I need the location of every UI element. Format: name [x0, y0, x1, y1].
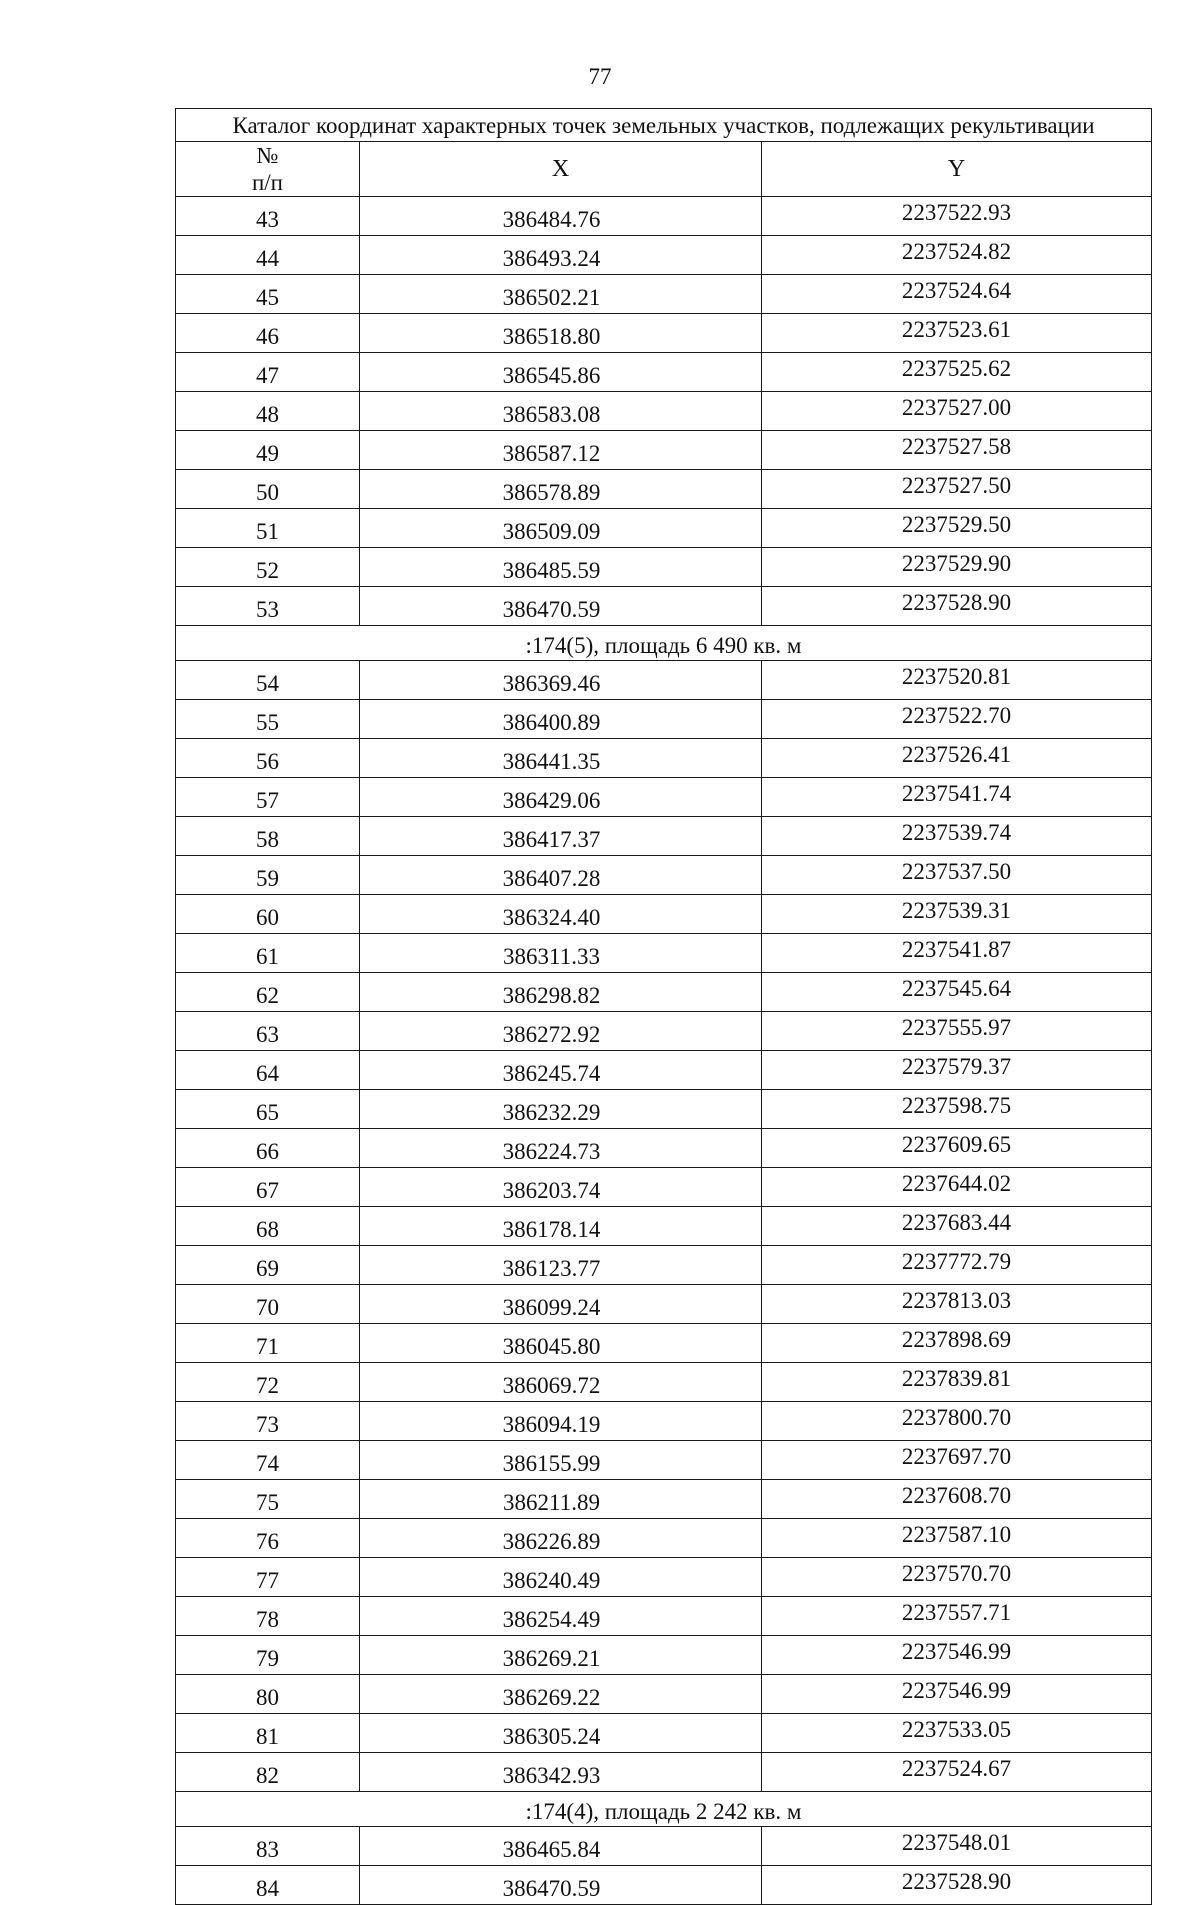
table-row — [176, 934, 1152, 973]
x-coordinate-cell: 386311.33 — [360, 934, 762, 973]
point-number-cell: 60 — [176, 895, 360, 934]
table-title: Каталог координат характерных точек земельных участков, подлежащих рекультивации — [176, 109, 1152, 142]
x-coordinate-cell: 386470.59 — [360, 1866, 762, 1905]
x-coordinate-cell: 386583.08 — [360, 392, 762, 431]
table-row — [176, 1324, 1152, 1363]
point-number-cell: 59 — [176, 856, 360, 895]
y-coordinate-cell: 2237800.70 — [762, 1402, 1152, 1441]
y-coordinate-cell: 2237520.81 — [762, 661, 1152, 700]
x-coordinate-cell: 386342.93 — [360, 1753, 762, 1792]
point-number-cell: 62 — [176, 973, 360, 1012]
x-coordinate-cell: 386272.92 — [360, 1012, 762, 1051]
section-caption: :174(4), площадь 2 242 кв. м — [176, 1792, 1152, 1827]
table-row — [176, 353, 1152, 392]
point-number-cell: 52 — [176, 548, 360, 587]
table-row — [176, 1441, 1152, 1480]
point-number-cell: 72 — [176, 1363, 360, 1402]
y-coordinate-cell: 2237527.00 — [762, 392, 1152, 431]
y-coordinate-cell: 2237598.75 — [762, 1090, 1152, 1129]
y-coordinate-cell: 2237524.67 — [762, 1753, 1152, 1792]
table-row — [176, 1012, 1152, 1051]
x-coordinate-cell: 386240.49 — [360, 1558, 762, 1597]
table-row — [176, 470, 1152, 509]
table-row — [176, 661, 1152, 700]
point-number-cell: 76 — [176, 1519, 360, 1558]
table-row — [176, 431, 1152, 470]
table-row — [176, 587, 1152, 626]
y-coordinate-cell: 2237608.70 — [762, 1480, 1152, 1519]
y-coordinate-cell: 2237539.74 — [762, 817, 1152, 856]
point-number-cell: 69 — [176, 1246, 360, 1285]
section-caption: :174(5), площадь 6 490 кв. м — [176, 626, 1152, 661]
table-row — [176, 1168, 1152, 1207]
x-coordinate-cell: 386269.21 — [360, 1636, 762, 1675]
table-row — [176, 1866, 1152, 1905]
table-row — [176, 392, 1152, 431]
point-number-cell: 80 — [176, 1675, 360, 1714]
x-coordinate-cell: 386484.76 — [360, 197, 762, 236]
point-number-cell: 47 — [176, 353, 360, 392]
x-coordinate-cell: 386587.12 — [360, 431, 762, 470]
x-coordinate-cell: 386045.80 — [360, 1324, 762, 1363]
table-row — [176, 1363, 1152, 1402]
y-coordinate-cell: 2237524.82 — [762, 236, 1152, 275]
y-coordinate-cell: 2237522.93 — [762, 197, 1152, 236]
point-number-cell: 75 — [176, 1480, 360, 1519]
x-coordinate-cell: 386099.24 — [360, 1285, 762, 1324]
y-coordinate-cell: 2237548.01 — [762, 1827, 1152, 1866]
table-row — [176, 817, 1152, 856]
y-coordinate-cell: 2237524.64 — [762, 275, 1152, 314]
y-coordinate-cell: 2237570.70 — [762, 1558, 1152, 1597]
x-coordinate-cell: 386298.82 — [360, 973, 762, 1012]
column-header-number-symbol: № — [256, 143, 279, 168]
x-coordinate-cell: 386094.19 — [360, 1402, 762, 1441]
y-coordinate-cell: 2237533.05 — [762, 1714, 1152, 1753]
table-row — [176, 1714, 1152, 1753]
point-number-cell: 66 — [176, 1129, 360, 1168]
table-row — [176, 856, 1152, 895]
x-coordinate-cell: 386224.73 — [360, 1129, 762, 1168]
y-coordinate-cell: 2237528.90 — [762, 587, 1152, 626]
y-coordinate-cell: 2237898.69 — [762, 1324, 1152, 1363]
table-row — [176, 1753, 1152, 1792]
y-coordinate-cell: 2237813.03 — [762, 1285, 1152, 1324]
x-coordinate-cell: 386470.59 — [360, 587, 762, 626]
y-coordinate-cell: 2237772.79 — [762, 1246, 1152, 1285]
table-row — [176, 1597, 1152, 1636]
table-row — [176, 1519, 1152, 1558]
y-coordinate-cell: 2237557.71 — [762, 1597, 1152, 1636]
x-coordinate-cell: 386226.89 — [360, 1519, 762, 1558]
point-number-cell: 64 — [176, 1051, 360, 1090]
y-coordinate-cell: 2237541.74 — [762, 778, 1152, 817]
section-caption-row — [176, 1792, 1152, 1827]
point-number-cell: 56 — [176, 739, 360, 778]
x-coordinate-cell: 386578.89 — [360, 470, 762, 509]
point-number-cell: 48 — [176, 392, 360, 431]
y-coordinate-cell: 2237697.70 — [762, 1441, 1152, 1480]
table-row — [176, 548, 1152, 587]
table-header-row — [176, 142, 1152, 197]
y-coordinate-cell: 2237546.99 — [762, 1675, 1152, 1714]
x-coordinate-cell: 386465.84 — [360, 1827, 762, 1866]
table-row — [176, 275, 1152, 314]
y-coordinate-cell: 2237529.90 — [762, 548, 1152, 587]
point-number-cell: 44 — [176, 236, 360, 275]
point-number-cell: 57 — [176, 778, 360, 817]
table-row — [176, 1402, 1152, 1441]
x-coordinate-cell: 386369.46 — [360, 661, 762, 700]
point-number-cell: 49 — [176, 431, 360, 470]
point-number-cell: 78 — [176, 1597, 360, 1636]
y-coordinate-cell: 2237541.87 — [762, 934, 1152, 973]
page-number: 77 — [588, 64, 612, 89]
point-number-cell: 51 — [176, 509, 360, 548]
x-coordinate-cell: 386417.37 — [360, 817, 762, 856]
column-header-number-abbrev: п/п — [251, 170, 283, 195]
point-number-cell: 65 — [176, 1090, 360, 1129]
y-coordinate-cell: 2237609.65 — [762, 1129, 1152, 1168]
y-coordinate-cell: 2237525.62 — [762, 353, 1152, 392]
y-coordinate-cell: 2237555.97 — [762, 1012, 1152, 1051]
table-row — [176, 895, 1152, 934]
x-coordinate-cell: 386245.74 — [360, 1051, 762, 1090]
x-coordinate-cell: 386407.28 — [360, 856, 762, 895]
y-coordinate-cell: 2237537.50 — [762, 856, 1152, 895]
section-caption-row — [176, 626, 1152, 661]
x-coordinate-cell: 386493.24 — [360, 236, 762, 275]
point-number-cell: 63 — [176, 1012, 360, 1051]
table-row — [176, 1207, 1152, 1246]
x-coordinate-cell: 386400.89 — [360, 700, 762, 739]
y-coordinate-cell: 2237529.50 — [762, 509, 1152, 548]
table-row — [176, 739, 1152, 778]
point-number-cell: 58 — [176, 817, 360, 856]
table-row — [176, 1246, 1152, 1285]
y-coordinate-cell: 2237579.37 — [762, 1051, 1152, 1090]
point-number-cell: 50 — [176, 470, 360, 509]
point-number-cell: 68 — [176, 1207, 360, 1246]
table-row — [176, 778, 1152, 817]
x-coordinate-cell: 386232.29 — [360, 1090, 762, 1129]
x-coordinate-cell: 386502.21 — [360, 275, 762, 314]
table-row — [176, 197, 1152, 236]
table-title-row — [176, 109, 1152, 142]
y-coordinate-cell: 2237527.50 — [762, 470, 1152, 509]
point-number-cell: 61 — [176, 934, 360, 973]
y-coordinate-cell: 2237539.31 — [762, 895, 1152, 934]
x-coordinate-cell: 386545.86 — [360, 353, 762, 392]
x-coordinate-cell: 386509.09 — [360, 509, 762, 548]
point-number-cell: 46 — [176, 314, 360, 353]
x-coordinate-cell: 386069.72 — [360, 1363, 762, 1402]
x-coordinate-cell: 386178.14 — [360, 1207, 762, 1246]
y-coordinate-cell: 2237528.90 — [762, 1866, 1152, 1905]
point-number-cell: 73 — [176, 1402, 360, 1441]
point-number-cell: 77 — [176, 1558, 360, 1597]
y-coordinate-cell: 2237683.44 — [762, 1207, 1152, 1246]
x-coordinate-cell: 386155.99 — [360, 1441, 762, 1480]
x-coordinate-cell: 386123.77 — [360, 1246, 762, 1285]
x-coordinate-cell: 386324.40 — [360, 895, 762, 934]
point-number-cell: 74 — [176, 1441, 360, 1480]
y-coordinate-cell: 2237545.64 — [762, 973, 1152, 1012]
x-coordinate-cell: 386203.74 — [360, 1168, 762, 1207]
point-number-cell: 83 — [176, 1827, 360, 1866]
table-row — [176, 1675, 1152, 1714]
y-coordinate-cell: 2237587.10 — [762, 1519, 1152, 1558]
table-row — [176, 1558, 1152, 1597]
point-number-cell: 71 — [176, 1324, 360, 1363]
x-coordinate-cell: 386269.22 — [360, 1675, 762, 1714]
point-number-cell: 67 — [176, 1168, 360, 1207]
y-coordinate-cell: 2237522.70 — [762, 700, 1152, 739]
y-coordinate-cell: 2237526.41 — [762, 739, 1152, 778]
point-number-cell: 43 — [176, 197, 360, 236]
x-coordinate-cell: 386441.35 — [360, 739, 762, 778]
column-header-y: Y — [762, 142, 1152, 197]
table-row — [176, 1129, 1152, 1168]
column-header-x: X — [360, 142, 762, 197]
table-row — [176, 1480, 1152, 1519]
point-number-cell: 55 — [176, 700, 360, 739]
point-number-cell: 84 — [176, 1866, 360, 1905]
y-coordinate-cell: 2237527.58 — [762, 431, 1152, 470]
x-coordinate-cell: 386211.89 — [360, 1480, 762, 1519]
table-row — [176, 236, 1152, 275]
table-row — [176, 1636, 1152, 1675]
table-row — [176, 1090, 1152, 1129]
point-number-cell: 79 — [176, 1636, 360, 1675]
point-number-cell: 81 — [176, 1714, 360, 1753]
point-number-cell: 54 — [176, 661, 360, 700]
coordinates-catalog-table — [175, 108, 1152, 1905]
y-coordinate-cell: 2237523.61 — [762, 314, 1152, 353]
x-coordinate-cell: 386518.80 — [360, 314, 762, 353]
y-coordinate-cell: 2237644.02 — [762, 1168, 1152, 1207]
x-coordinate-cell: 386305.24 — [360, 1714, 762, 1753]
column-header-number — [176, 142, 360, 197]
table-row — [176, 1827, 1152, 1866]
point-number-cell: 53 — [176, 587, 360, 626]
table-row — [176, 973, 1152, 1012]
x-coordinate-cell: 386485.59 — [360, 548, 762, 587]
x-coordinate-cell: 386429.06 — [360, 778, 762, 817]
y-coordinate-cell: 2237839.81 — [762, 1363, 1152, 1402]
table-row — [176, 1285, 1152, 1324]
table-row — [176, 700, 1152, 739]
point-number-cell: 82 — [176, 1753, 360, 1792]
y-coordinate-cell: 2237546.99 — [762, 1636, 1152, 1675]
x-coordinate-cell: 386254.49 — [360, 1597, 762, 1636]
table-row — [176, 314, 1152, 353]
table-body — [176, 197, 1152, 1905]
point-number-cell: 70 — [176, 1285, 360, 1324]
point-number-cell: 45 — [176, 275, 360, 314]
table-row — [176, 1051, 1152, 1090]
table-row — [176, 509, 1152, 548]
